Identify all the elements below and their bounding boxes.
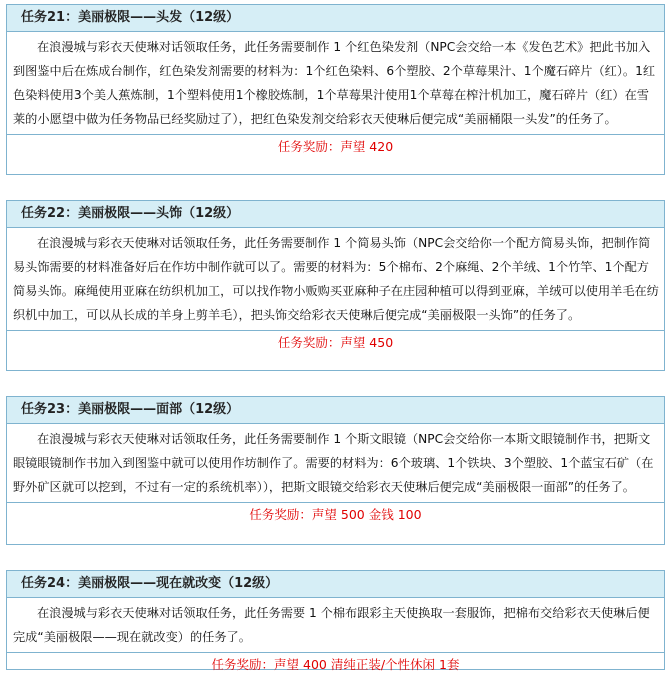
quest-card-24 — [6, 570, 665, 670]
quest-card-21 — [6, 4, 665, 175]
quest-reward: 任务奖励：声望 400 清纯正装/个性休闲 1套 — [211, 657, 460, 672]
quest-title: 任务21：美丽极限——头发（12级） — [7, 5, 664, 32]
quest-reward: 任务奖励：声望 500 金钱 100 — [249, 507, 422, 522]
quest-description: 在浪漫城与彩衣天使琳对话领取任务，此任务需要制作 1 个红色染发剂（NPC会交给一本《发色艺术》把此书加入到图鉴中后在炼成台制作，红色染发剂需要的材料为：1个红色染料、6个塑胶、2个草莓果汁、1个魔石碎片（红）。1红色染料使用3个美人蕉炼制，1个塑料使用1个橡胶炼制，1个草莓果汁使用1个草莓在榨汁机加工，魔石碎片（红）在雪莱的小愿望中做为任务物品已经奖励过了），把红色染发剂交给彩衣天使琳后便完成“美丽桶限一头发”的任务了。 — [7, 32, 664, 135]
quest-title: 任务23：美丽极限——面部（12级） — [7, 397, 664, 424]
quest-reward: 任务奖励：声望 420 — [277, 139, 394, 154]
quest-description: 在浪漫城与彩衣天使琳对话领取任务，此任务需要 1 个棉布跟彩主天使换取一套服饰，把棉布交给彩衣天使琳后便完成“美丽极限——现在就改变）的任务了。 — [7, 598, 664, 653]
quest-description: 在浪漫城与彩衣天使琳对话领取任务，此任务需要制作 1 个简易头饰（NPC会交给你一个配方简易头饰，把制作简易头饰需要的材料准备好后在作坊中制作就可以了。需要的材料为：5个棉布、2个麻绳、2个羊绒、1个竹竿、1个配方简易头饰。麻绳使用亚麻在纺织机加工，可以找作物小贩购买亚麻种子在庄园种植可以得到亚麻，羊绒可以使用羊毛在纺织机中加工，可以从长成的羊身上剪羊毛），把头饰交给彩衣天使琳后便完成“美丽极限一头饰”的任务了。 — [7, 228, 664, 331]
quest-reward: 任务奖励：声望 450 — [277, 335, 394, 350]
quest-title: 任务22：美丽极限——头饰（12级） — [7, 201, 664, 228]
quest-title: 任务24：美丽极限——现在就改变（12级） — [7, 571, 664, 598]
quest-card-23 — [6, 396, 665, 545]
quest-card-22 — [6, 200, 665, 371]
quest-description: 在浪漫城与彩衣天使琳对话领取任务，此任务需要制作 1 个斯文眼镜（NPC会交给你一本斯文眼镜制作书，把斯文眼镜眼镜制作书加入到图鉴中就可以使用作坊制作了。需要的材料为：6个玻璃、1个铁块、3个塑胶、1个蓝宝石矿（在野外矿区就可以挖到，不过有一定的系统机率）），把斯文眼镜交给彩衣天使琳后便完成“美丽极限一面部”的任务了。 — [7, 424, 664, 503]
